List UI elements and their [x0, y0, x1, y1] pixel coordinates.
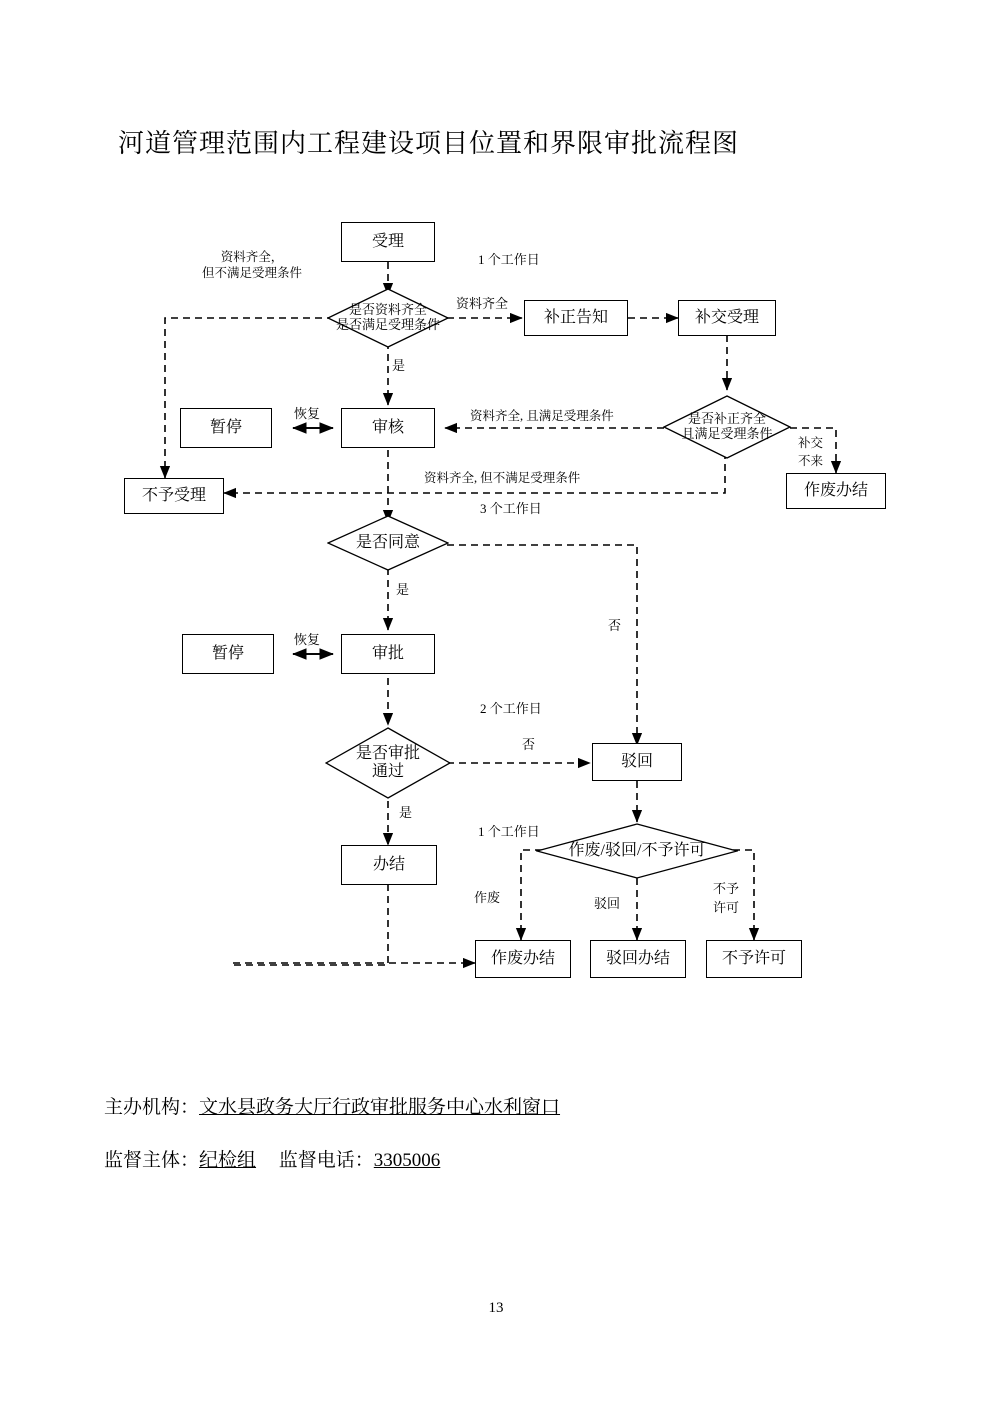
- node-suspend-2[interactable]: 暂停: [182, 634, 274, 674]
- footer-supervision-label: 监督主体：: [104, 1150, 200, 1171]
- footer-phone-value: 3305006: [373, 1150, 441, 1171]
- edge-label-yes-1: 是: [392, 358, 406, 373]
- node-no-permit[interactable]: 不予许可: [706, 940, 802, 978]
- node-done[interactable]: 办结: [341, 845, 437, 885]
- edge-label-1-workday: 1 个工作日: [478, 252, 540, 267]
- footer-organizer-label: 主办机构：: [104, 1097, 200, 1118]
- node-void-done-2[interactable]: 作废办结: [475, 940, 571, 978]
- node-no-accept[interactable]: 不予受理: [124, 478, 224, 514]
- footer-supervision-value: 纪检组: [199, 1150, 257, 1171]
- node-reject-done[interactable]: 驳回办结: [590, 940, 686, 978]
- node-correction-notice[interactable]: 补正告知: [524, 300, 628, 336]
- node-resubmit-accept[interactable]: 补交受理: [678, 300, 776, 336]
- edge-label-2-workdays: 2 个工作日: [480, 701, 542, 716]
- edge-label-material-not-satisfy: 资料齐全， 但不满足受理条件: [202, 250, 303, 280]
- edge-label-complete-not-satisfy: 资料齐全, 但不满足受理条件: [424, 471, 581, 485]
- node-void-done-1[interactable]: 作废办结: [786, 473, 886, 509]
- node-review[interactable]: 审核: [341, 408, 435, 448]
- node-approve[interactable]: 审批: [341, 634, 435, 674]
- footer-organizer-value: 文水县政务大厅行政审批服务中心水利窗口: [199, 1097, 561, 1118]
- node-label: 是否同意: [355, 533, 420, 551]
- node-accept[interactable]: 受理: [341, 222, 435, 262]
- edge-label-yes-2: 是: [396, 582, 410, 597]
- node-label: 是否补正齐全 且满足受理条件: [681, 411, 773, 441]
- node-label: 是否资料齐全 是否满足受理条件: [335, 302, 440, 332]
- page-number: 13: [488, 1300, 504, 1316]
- node-label: 作废/驳回/不予许可: [568, 841, 706, 859]
- node-check-correction[interactable]: [663, 395, 791, 459]
- edge-label-no-resubmit: 补交 不来: [798, 436, 824, 469]
- footer-phone-label: 监督电话：: [278, 1150, 374, 1171]
- edge-label-resume-1: 恢复: [294, 406, 321, 421]
- edge-label-no-permit: 不予 许可: [713, 881, 740, 915]
- edge-label-reject: 驳回: [594, 896, 621, 911]
- edge-label-yes-3: 是: [399, 805, 413, 820]
- edge-label-1-workday-2: 1 个工作日: [478, 824, 540, 839]
- edge-label-void: 作废: [474, 890, 501, 905]
- edge-label-no-2: 否: [522, 737, 536, 752]
- edge-label-material-complete: 资料齐全: [456, 296, 509, 311]
- node-void-reject-nopermit[interactable]: [536, 823, 738, 879]
- edge-label-resume-2: 恢复: [294, 632, 321, 647]
- node-check-material[interactable]: [327, 288, 449, 348]
- edge-label-3-workdays: 3 个工作日: [480, 501, 542, 516]
- node-approve-pass[interactable]: [325, 727, 451, 799]
- edge-label-complete-and-satisfy: 资料齐全, 且满足受理条件: [470, 409, 614, 423]
- node-agree[interactable]: [327, 515, 449, 571]
- node-suspend-1[interactable]: 暂停: [180, 408, 272, 448]
- node-label: 是否审批 通过: [355, 744, 420, 780]
- flowchart: [0, 190, 992, 1020]
- edge-label-no-1: 否: [608, 618, 622, 633]
- node-reject[interactable]: 驳回: [592, 743, 682, 781]
- footer-organizer: [104, 1092, 560, 1119]
- page-title: 河道管理范围内工程建设项目位置和界限审批流程图: [118, 129, 740, 158]
- footer-supervision: [104, 1145, 440, 1172]
